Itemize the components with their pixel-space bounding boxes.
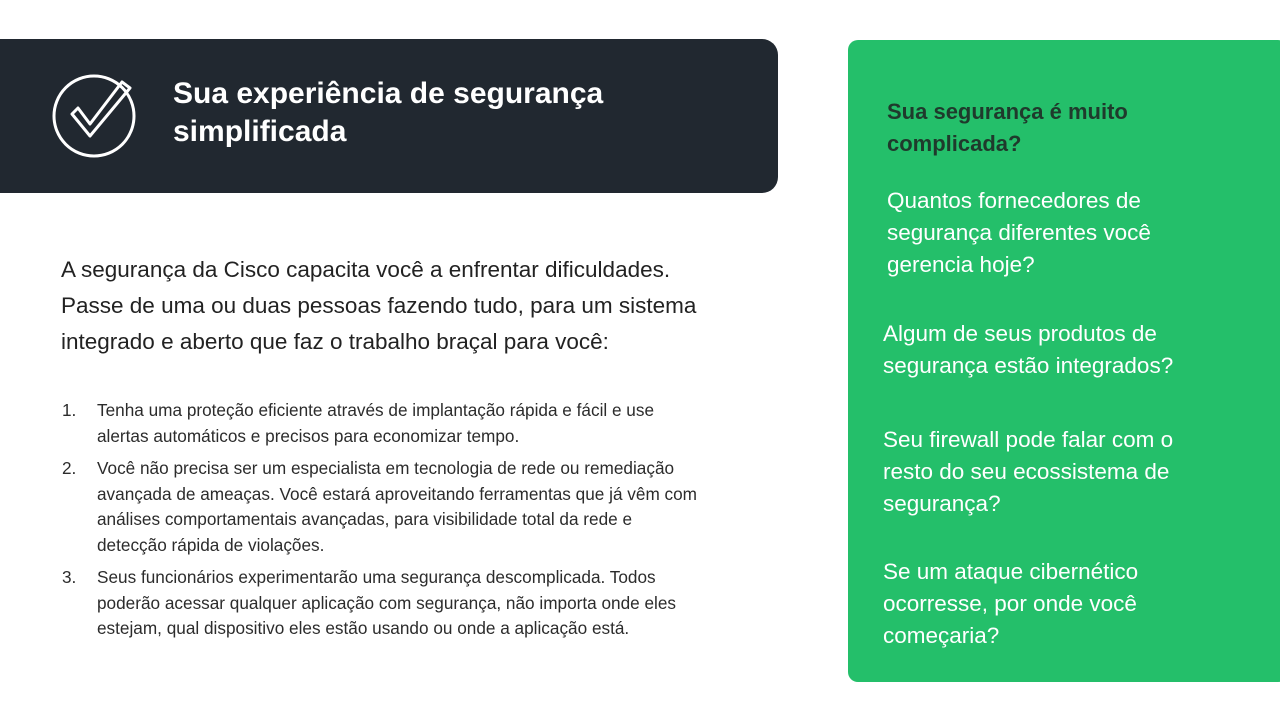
sidebar-question	[883, 424, 1233, 520]
intro-line: A segurança da Cisco capacita você a enfrentar dificuldades.	[61, 257, 671, 282]
question-line: ocorresse, por onde você	[883, 591, 1137, 616]
question-line: Seu firewall pode falar com o	[883, 427, 1174, 452]
list-item	[62, 398, 774, 449]
intro-line: Passe de uma ou duas pessoas fazendo tudo, para um sistema	[61, 293, 697, 318]
sidebar-heading-line: Sua segurança é muito	[887, 99, 1128, 124]
list-item	[62, 456, 774, 558]
list-line: análises comportamentais avançadas, para visibilidade total da rede e	[97, 509, 633, 529]
sidebar-question	[883, 318, 1233, 382]
list-line: Tenha uma proteção eficiente através de implantação rápida e fácil e use	[97, 400, 655, 420]
intro-line: integrado e aberto que faz o trabalho braçal para você:	[61, 329, 609, 354]
page-title	[173, 75, 733, 151]
question-line: gerencia hoje?	[887, 252, 1035, 277]
title-line: simplificada	[173, 115, 347, 148]
question-line: Se um ataque cibernético	[883, 559, 1139, 584]
list-item	[62, 565, 774, 642]
check-circle-icon	[50, 70, 138, 158]
list-line: detecção rápida de violações.	[97, 534, 325, 555]
list-number: 1.	[62, 400, 77, 420]
list-line: Você não precisa ser um especialista em tecnologia de rede ou remediação	[97, 458, 675, 478]
list-number: 3.	[62, 567, 77, 587]
benefits-list	[62, 398, 774, 649]
sidebar-heading-line: complicada?	[887, 131, 1022, 156]
question-line: segurança diferentes você	[887, 220, 1151, 245]
sidebar-question	[883, 556, 1233, 652]
list-line: poderão acessar qualquer aplicação com segurança, não importa onde eles	[97, 592, 677, 613]
sidebar-heading	[887, 96, 1237, 160]
title-line: Sua experiência de segurança	[173, 77, 604, 110]
sidebar-question	[887, 185, 1237, 281]
list-number: 2.	[62, 458, 77, 478]
question-line: segurança?	[883, 491, 1001, 516]
question-line: Algum de seus produtos de	[883, 321, 1157, 346]
list-line: estejam, qual dispositivo eles estão usando ou onde a aplicação está.	[97, 618, 630, 638]
question-line: Quantos fornecedores de	[887, 188, 1141, 213]
intro-paragraph	[61, 252, 761, 360]
question-line: começaria?	[883, 623, 1000, 648]
list-line: Seus funcionários experimentarão uma segurança descomplicada. Todos	[97, 567, 656, 587]
question-line: resto do seu ecossistema de	[883, 459, 1170, 484]
question-line: segurança estão integrados?	[883, 353, 1174, 378]
list-line: avançada de ameaças. Você estará aproveitando ferramentas que já vêm com	[97, 483, 698, 504]
list-line: alertas automáticos e precisos para economizar tempo.	[97, 425, 520, 446]
